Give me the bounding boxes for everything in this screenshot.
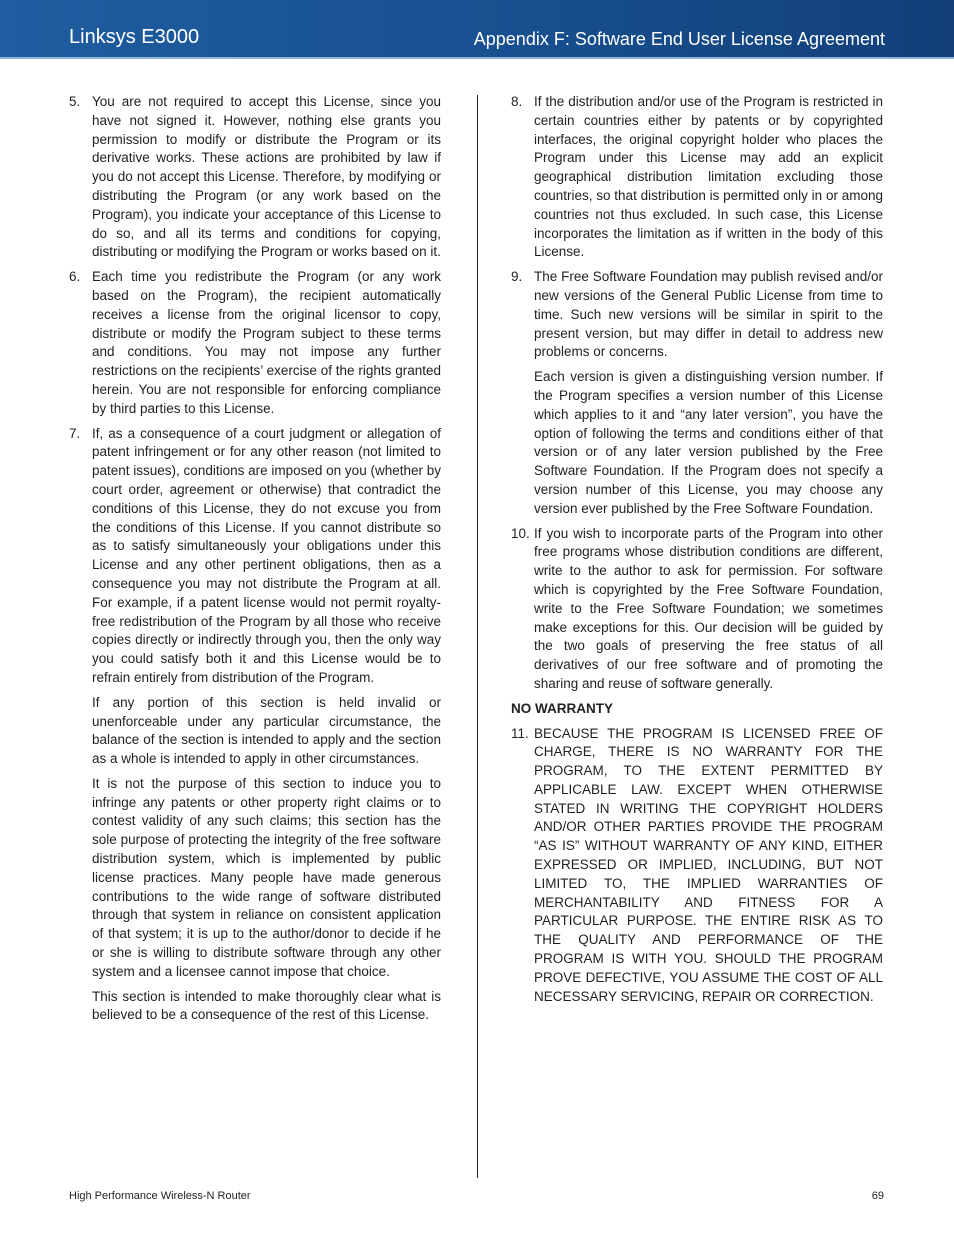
item-number: 11.	[511, 725, 529, 741]
header-rule	[0, 57, 954, 59]
license-item	[69, 425, 441, 688]
item-paragraph: If any portion of this section is held invalid or unenforceable under any particular circumstance, the balance of the section is intended to apply and the section as a whole is intended to apply in other circumstances.	[92, 694, 441, 767]
section-title: Appendix F: Software End User License Agreement	[473, 29, 885, 49]
footer-product-line: High Performance Wireless-N Router	[69, 1190, 251, 1202]
page-number: 69	[871, 1190, 884, 1202]
item-paragraph: Each version is given a distinguishing version number. If the Program specifies a version number of this License which applies to it and “any later version”, you have the option of following the terms and conditions either of that version or of any later version published by the Free Software Foundation. If the Program does not specify a version number of this License, you may choose any version ever published by the Free Software Foundation.	[534, 369, 883, 516]
item-text: If the distribution and/or use of the Program is restricted in certain countries either by patents or by copyrighted interfaces, the original copyright holder who places the Program under this License may add an explicit geographical distribution limitation excluding those countries, so that distribution is permitted only in or among countries not thus excluded. In such case, this License incorporates the limitation as if written in the body of this License.	[534, 94, 883, 260]
item-number: 5.	[69, 94, 81, 109]
right-column	[511, 93, 883, 1012]
item-text: The Free Software Foundation may publish revised and/or new versions of the General Public License from time to time. Such new versions will be similar in spirit to the present version, but may differ in detail to address new problems or concerns.	[534, 269, 883, 360]
item-text: If, as a consequence of a court judgment or allegation of patent infringement or for any other reason (not limited to patent issues), conditions are imposed on you (whether by court order, agreement or otherwise) that contradict the conditions of this License, they do not excuse you from the conditions of this License. If you cannot distribute so as to satisfy simultaneously your obligations under this License and any other pertinent obligations, then as a consequence you may not distribute the Program at all. For example, if a patent license would not permit royalty-free redistribution of the Program by all those who receive copies directly or indirectly through you, then the only way you could satisfy both it and this License would be to refrain entirely from distribution of the Program.	[92, 425, 441, 685]
item-number: 10.	[511, 525, 530, 541]
item-text: You are not required to accept this License, since you have not signed it. However, nothing else grants you permission to modify or distribute the Program or its derivative works. These actions are prohibited by law if you do not accept this License. Therefore, by modifying or distributing the Program (or any work based on the Program), you indicate your acceptance of this License to do so, and all its terms and conditions for copying, distributing or modifying the Program or works based on it.	[92, 94, 441, 260]
item-number: 8.	[511, 94, 523, 109]
left-column	[69, 93, 441, 1031]
page-header	[0, 0, 954, 57]
license-item	[69, 93, 441, 262]
column-divider	[477, 95, 478, 1178]
item-text: If you wish to incorporate parts of the Program into other free programs whose distribution conditions are different, write to the author to ask for permission. For software which is copyrighted by the Free Software Foundation, write to the Free Software Foundation; we sometimes make exceptions for this. Our decision will be guided by the two goals of preserving the free status of all derivatives of our free software and of promoting the sharing and reuse of software generally.	[534, 525, 883, 691]
item-number: 9.	[511, 269, 523, 285]
license-item	[511, 725, 883, 1007]
license-item	[511, 93, 883, 262]
product-name: Linksys E3000	[69, 26, 200, 48]
item-text: BECAUSE THE PROGRAM IS LICENSED FREE OF CHARGE, THERE IS NO WARRANTY FOR THE PROGRAM, TO THE EXTENT PERMITTED BY APPLICABLE LAW. EXCEPT WHEN OTHERWISE STATED IN WRITING THE COPYRIGHT HOLDERS AND/OR OTHER PARTIES PROVIDE THE PROGRAM “AS IS” WITHOUT WARRANTY OF ANY KIND, EITHER EXPRESSED OR IMPLIED, INCLUDING, BUT NOT LIMITED TO, THE IMPLIED WARRANTIES OF MERCHANTABILITY AND FITNESS FOR A PARTICULAR PURPOSE. THE ENTIRE RISK AS TO THE QUALITY AND PERFORMANCE OF THE PROGRAM IS WITH YOU. SHOULD THE PROGRAM PROVE DEFECTIVE, YOU ASSUME THE COST OF ALL NECESSARY SERVICING, REPAIR OR CORRECTION.	[534, 725, 883, 1004]
license-item	[69, 268, 441, 418]
item-text: Each time you redistribute the Program (or any work based on the Program), the recipient automatically receives a license from the original licensor to copy, distribute or modify the Program subject to these terms and conditions. You may not impose any further restrictions on the recipients’ exercise of the rights granted herein. You are not responsible for enforcing compliance by third parties to this License.	[92, 269, 441, 416]
no-warranty-heading: NO WARRANTY	[511, 700, 613, 716]
license-item	[511, 268, 883, 362]
item-number: 6.	[69, 269, 81, 285]
item-number: 7.	[69, 425, 81, 441]
license-item	[511, 525, 883, 694]
item-paragraph: This section is intended to make thoroughly clear what is believed to be a consequence of the rest of this License.	[92, 988, 441, 1023]
item-paragraph: It is not the purpose of this section to induce you to infringe any patents or other property right claims or to contest validity of any such claims; this section has the sole purpose of protecting the integrity of the free software distribution system, which is implemented by public license practices. Many people have made generous contributions to the wide range of software distributed through that system in reliance on consistent application of that system; it is up to the author/donor to decide if he or she is willing to distribute software through any other system and a licensee cannot impose that choice.	[92, 775, 441, 979]
